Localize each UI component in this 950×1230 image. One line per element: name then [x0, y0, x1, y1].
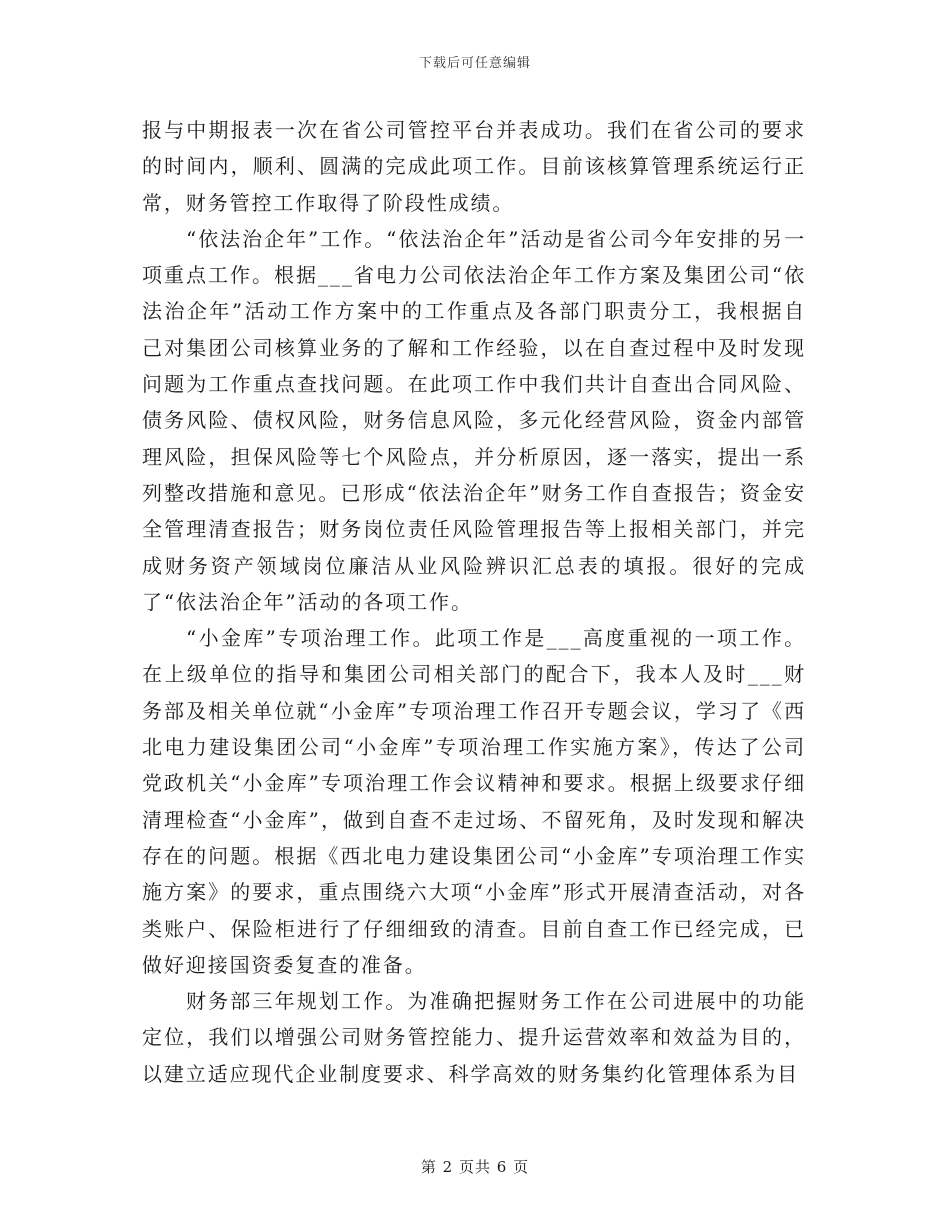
- page-header: 下载后可任意编辑: [418, 56, 531, 71]
- paragraph-rule-of-law: “依法治企年”工作。“依法治企年”活动是省公司今年安排的另一项重点工作。根据___省电力公司依法治企年工作方案及集团公司“依法治企年”活动工作方案中的工作重点及各部门职责分工，我根据自己对集团公司核算业务的了解和工作经验，以在自查过程中及时发现问题为工作重点查找问题。在此项工作中我们共计自查出合同风险、债务风险、债权风险，财务信息风险，多元化经营风险，资金内部管理风险，担保风险等七个风险点，并分析原因，逐一落实，提出一系列整改措施和意见。已形成“依法治企年”财务工作自查报告；资金安全管理清查报告；财务岗位责任风险管理报告等上报相关部门，并完成财务资产领域岗位廉洁从业风险辨识汇总表的填报。很好的完成了“依法治企年”活动的各项工作。: [142, 226, 806, 614]
- paragraph-continuation: 报与中期报表一次在省公司管控平台并表成功。我们在省公司的要求的时间内，顺利、圆满的完成此项工作。目前该核算管理系统运行正常，财务管控工作取得了阶段性成绩。: [142, 118, 806, 215]
- page-number: 第 2 页共 6 页: [420, 1158, 530, 1176]
- document-body: [142, 112, 806, 1092]
- paragraph-three-year-plan: 财务部三年规划工作。为准确把握财务工作在公司进展中的功能定位，我们以增强公司财务管控能力、提升运营效率和效益为目的，以建立适应现代企业制度要求、科学高效的财务集约化管理体系为目: [142, 989, 806, 1086]
- paragraph-small-treasury: “小金库”专项治理工作。此项工作是___高度重视的一项工作。在上级单位的指导和集团公司相关部门的配合下，我本人及时___财务部及相关单位就“小金库”专项治理工作召开专题会议，学习了《西北电力建设集团公司“小金库”专项治理工作实施方案》，传达了公司党政机关“小金库”专项治理工作会议精神和要求。根据上级要求仔细清理检查“小金库”，做到自查不走过场、不留死角，及时发现和解决存在的问题。根据《西北电力建设集团公司“小金库”专项治理工作实施方案》的要求，重点围绕六大项“小金库”形式开展清查活动，对各类账户、保险柜进行了仔细细致的清查。目前自查工作已经完成，已做好迎接国资委复查的准备。: [142, 626, 806, 977]
